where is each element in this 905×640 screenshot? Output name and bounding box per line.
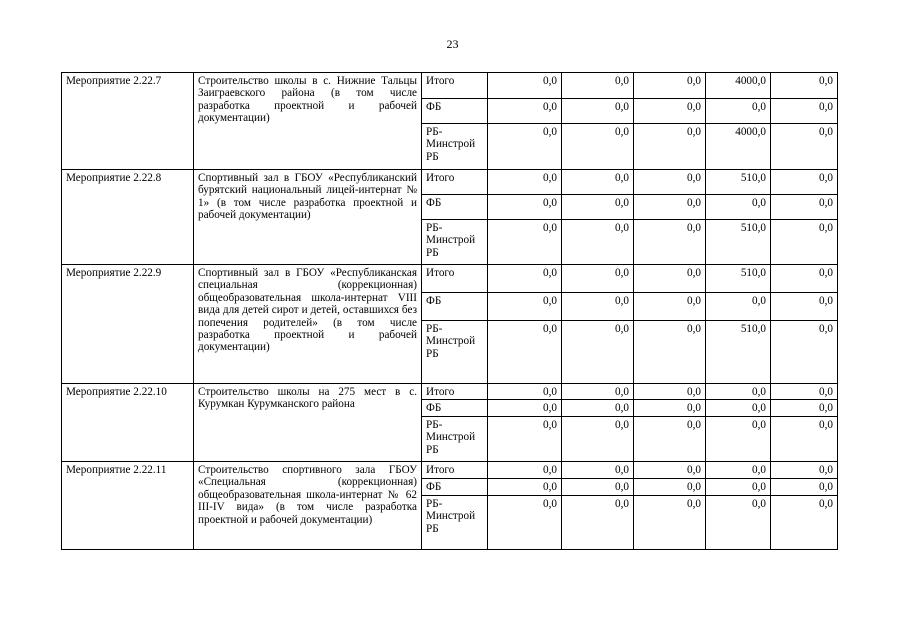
value-cell: 0,0 <box>562 479 634 496</box>
value-cell: 0,0 <box>634 293 706 321</box>
value-cell: 0,0 <box>488 220 562 265</box>
source-cell: ФБ <box>422 195 488 220</box>
value-cell: 0,0 <box>562 220 634 265</box>
table-row <box>62 73 838 99</box>
description-cell: Строительство школы на 275 мест в с. Курумкан Курумканского района <box>194 384 422 462</box>
value-cell: 0,0 <box>488 321 562 384</box>
table-row <box>62 265 838 293</box>
value-cell: 4000,0 <box>706 73 771 99</box>
source-cell: Итого <box>422 170 488 195</box>
value-cell: 0,0 <box>562 124 634 170</box>
value-cell: 0,0 <box>771 479 838 496</box>
value-cell: 0,0 <box>488 99 562 124</box>
source-cell: РБ-Минстрой РБ <box>422 220 488 265</box>
source-cell: Итого <box>422 384 488 400</box>
budget-table <box>61 72 838 550</box>
value-cell: 0,0 <box>634 479 706 496</box>
value-cell: 0,0 <box>488 462 562 479</box>
value-cell: 0,0 <box>771 462 838 479</box>
activity-cell: Мероприятие 2.22.10 <box>62 384 194 462</box>
value-cell: 0,0 <box>771 384 838 400</box>
source-cell: РБ-Минстрой РБ <box>422 417 488 462</box>
source-cell: РБ-Минстрой РБ <box>422 124 488 170</box>
table-body <box>62 73 838 550</box>
value-cell: 0,0 <box>562 496 634 550</box>
value-cell: 0,0 <box>771 124 838 170</box>
value-cell: 0,0 <box>634 384 706 400</box>
value-cell: 510,0 <box>706 265 771 293</box>
value-cell: 0,0 <box>634 496 706 550</box>
table-row <box>62 170 838 195</box>
source-cell: Итого <box>422 265 488 293</box>
value-cell: 0,0 <box>488 417 562 462</box>
table-row <box>62 384 838 400</box>
value-cell: 0,0 <box>562 321 634 384</box>
table-row <box>62 462 838 479</box>
activity-cell: Мероприятие 2.22.9 <box>62 265 194 384</box>
value-cell: 0,0 <box>771 265 838 293</box>
value-cell: 0,0 <box>634 73 706 99</box>
value-cell: 510,0 <box>706 321 771 384</box>
source-cell: ФБ <box>422 99 488 124</box>
value-cell: 0,0 <box>488 73 562 99</box>
value-cell: 0,0 <box>706 384 771 400</box>
source-cell: РБ-Минстрой РБ <box>422 496 488 550</box>
value-cell: 0,0 <box>634 265 706 293</box>
value-cell: 0,0 <box>562 462 634 479</box>
value-cell: 0,0 <box>706 293 771 321</box>
value-cell: 0,0 <box>706 479 771 496</box>
description-cell: Строительство школы в с. Нижние Тальцы Заиграевского района (в том числе разработка проектной и рабочей документации) <box>194 73 422 170</box>
value-cell: 0,0 <box>562 99 634 124</box>
value-cell: 0,0 <box>488 124 562 170</box>
source-cell: ФБ <box>422 293 488 321</box>
source-cell: Итого <box>422 462 488 479</box>
value-cell: 0,0 <box>562 195 634 220</box>
value-cell: 0,0 <box>634 170 706 195</box>
value-cell: 0,0 <box>562 73 634 99</box>
value-cell: 0,0 <box>706 462 771 479</box>
value-cell: 0,0 <box>771 293 838 321</box>
value-cell: 0,0 <box>634 417 706 462</box>
value-cell: 510,0 <box>706 220 771 265</box>
value-cell: 0,0 <box>706 195 771 220</box>
source-cell: ФБ <box>422 400 488 417</box>
value-cell: 0,0 <box>771 496 838 550</box>
value-cell: 510,0 <box>706 170 771 195</box>
value-cell: 0,0 <box>706 496 771 550</box>
value-cell: 0,0 <box>488 293 562 321</box>
source-cell: ФБ <box>422 479 488 496</box>
value-cell: 0,0 <box>706 99 771 124</box>
activity-cell: Мероприятие 2.22.7 <box>62 73 194 170</box>
value-cell: 0,0 <box>771 99 838 124</box>
value-cell: 0,0 <box>488 265 562 293</box>
value-cell: 0,0 <box>634 99 706 124</box>
value-cell: 0,0 <box>771 195 838 220</box>
value-cell: 0,0 <box>562 417 634 462</box>
value-cell: 0,0 <box>562 170 634 195</box>
value-cell: 0,0 <box>488 400 562 417</box>
value-cell: 0,0 <box>488 496 562 550</box>
value-cell: 0,0 <box>488 384 562 400</box>
value-cell: 0,0 <box>771 220 838 265</box>
value-cell: 0,0 <box>488 170 562 195</box>
source-cell: Итого <box>422 73 488 99</box>
value-cell: 0,0 <box>562 293 634 321</box>
value-cell: 0,0 <box>706 400 771 417</box>
value-cell: 0,0 <box>771 170 838 195</box>
value-cell: 0,0 <box>634 195 706 220</box>
description-cell: Спортивный зал в ГБОУ «Республиканская специальная (коррекционная) общеобразовательная школа-интернат VIII вида для детей сирот и детей, оставшихся без попечения родителей» (в том числе разработка проектной и рабочей документации) <box>194 265 422 384</box>
value-cell: 0,0 <box>634 462 706 479</box>
source-cell: РБ-Минстрой РБ <box>422 321 488 384</box>
value-cell: 0,0 <box>771 400 838 417</box>
value-cell: 0,0 <box>634 124 706 170</box>
activity-cell: Мероприятие 2.22.11 <box>62 462 194 550</box>
value-cell: 0,0 <box>562 384 634 400</box>
value-cell: 0,0 <box>771 417 838 462</box>
page-number: 23 <box>446 37 459 51</box>
value-cell: 0,0 <box>488 479 562 496</box>
activity-cell: Мероприятие 2.22.8 <box>62 170 194 265</box>
value-cell: 0,0 <box>488 195 562 220</box>
value-cell: 0,0 <box>634 321 706 384</box>
description-cell: Строительство спортивного зала ГБОУ «Специальная (коррекционная) общеобразовательная школа-интернат № 62 III-IV вида» (в том числе разработка проектной и рабочей документации) <box>194 462 422 550</box>
value-cell: 4000,0 <box>706 124 771 170</box>
value-cell: 0,0 <box>706 417 771 462</box>
value-cell: 0,0 <box>562 400 634 417</box>
value-cell: 0,0 <box>771 321 838 384</box>
description-cell: Спортивный зал в ГБОУ «Республиканский бурятский национальный лицей-интернат № 1» (в том числе разработка проектной и рабочей документации) <box>194 170 422 265</box>
value-cell: 0,0 <box>634 400 706 417</box>
value-cell: 0,0 <box>562 265 634 293</box>
value-cell: 0,0 <box>634 220 706 265</box>
value-cell: 0,0 <box>771 73 838 99</box>
